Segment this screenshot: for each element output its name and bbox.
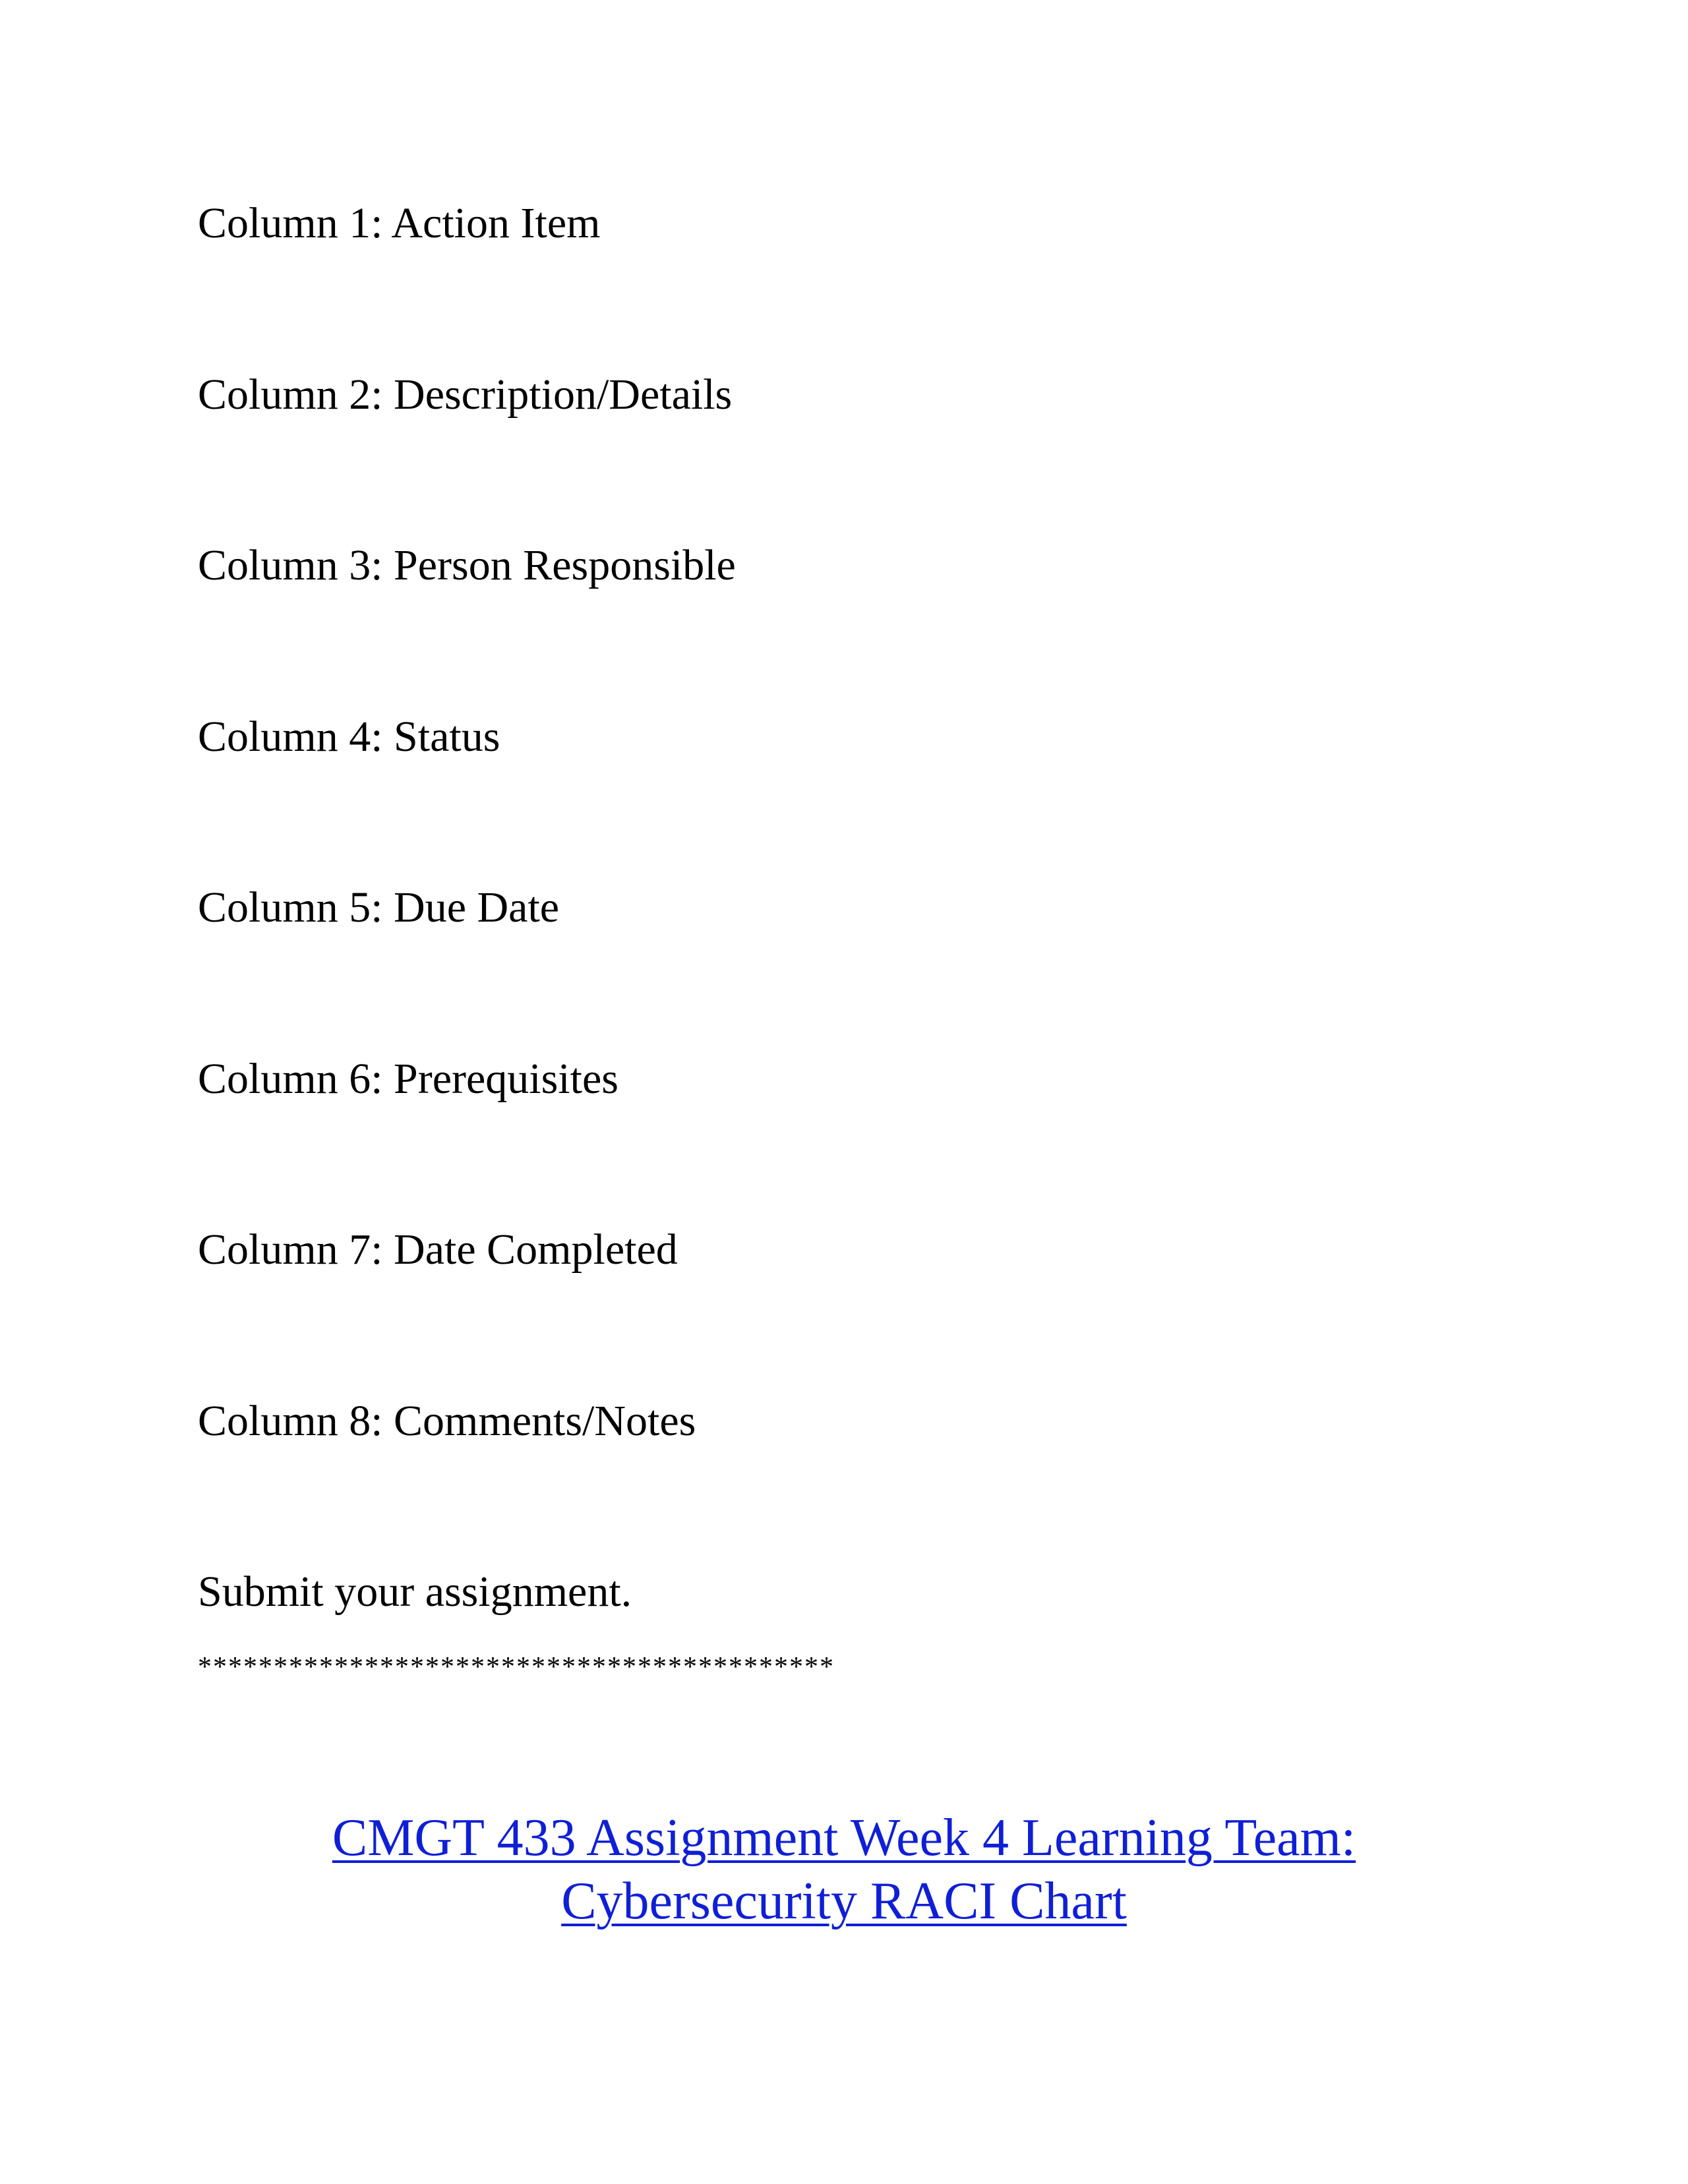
- separator-stars: ******************************************: [198, 1652, 835, 1682]
- column-8-line: Column 8: Comments/Notes: [198, 1397, 696, 1445]
- column-3-line: Column 3: Person Responsible: [198, 541, 736, 589]
- column-1-line: Column 1: Action Item: [198, 199, 601, 247]
- assignment-link-line-2[interactable]: Cybersecurity RACI Chart: [561, 1872, 1127, 1930]
- assignment-link-block: [0, 1806, 1688, 1933]
- column-6-line: Column 6: Prerequisites: [198, 1055, 618, 1103]
- submit-instruction: Submit your assignment.: [198, 1568, 632, 1616]
- column-2-line: Column 2: Description/Details: [198, 370, 733, 419]
- column-7-line: Column 7: Date Completed: [198, 1225, 678, 1274]
- assignment-link-line-1[interactable]: CMGT 433 Assignment Week 4 Learning Team:: [332, 1809, 1356, 1867]
- column-5-line: Column 5: Due Date: [198, 883, 560, 931]
- column-4-line: Column 4: Status: [198, 713, 500, 761]
